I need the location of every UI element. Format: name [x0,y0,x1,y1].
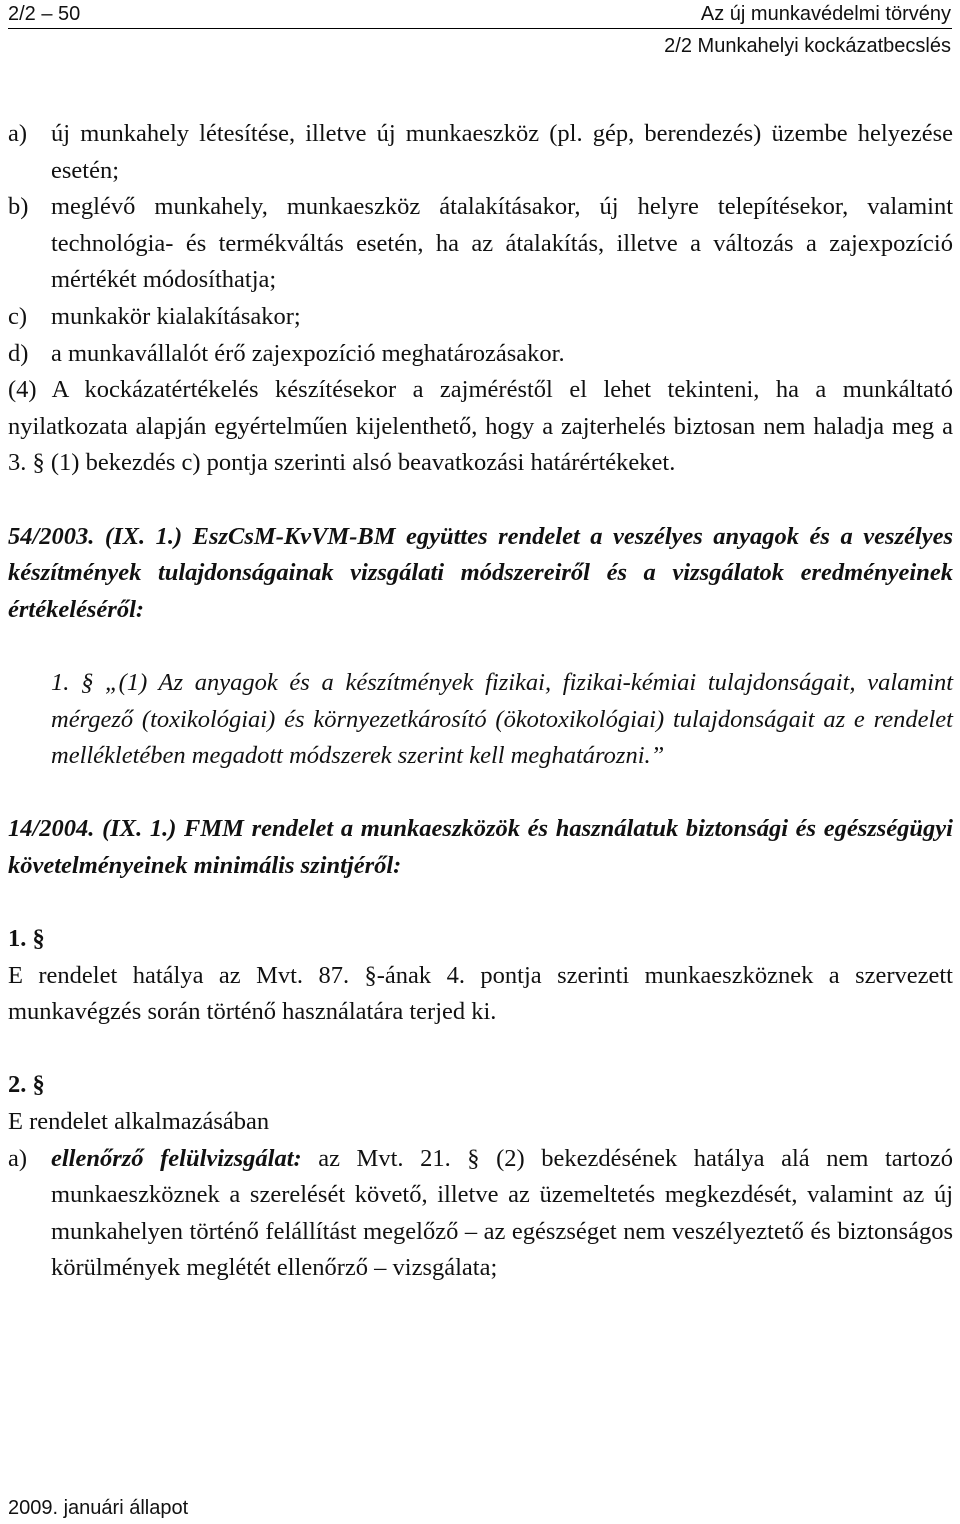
section-2-intro: E rendelet alkalmazásában [8,1108,270,1136]
paragraph-4: (4) A kockázatértékelés készítésekor a zajméréstől el lehet tekinteni, ha a munkáltató nyilatkozata alapján egyértelműen kijelenthető, hogy a zajterhelés biztosan nem haladja meg a 3. § (1) bekezdés c) pontja szerinti alsó beavatkozási határértékeket. [8,376,953,477]
list-item-c [8,299,953,336]
page-body [8,116,953,1287]
decree-quote-54-2003 [51,665,953,775]
spacer [8,628,953,665]
list-marker: b) [8,193,29,221]
page-number: 2/2 – 50 [8,3,81,25]
footer-edition: 2009. januári állapot [8,1497,189,1519]
definition-body: az Mvt. 21. § (2) bekezdésének hatálya alá nem tartozó munkaeszköznek a szerelését követő, illetve az üzemeltetés megkezdését, valamint az új munkahelyen történő felállítást megelőző – az egészséget nem veszélyeztető és biztonságos körülmények meglétét ellenőrző – vizsgálata; [51,1144,953,1282]
list-item-a [8,116,953,189]
defined-term: ellenőrző felülvizsgálat: [51,1144,302,1172]
list-marker: d) [8,339,29,367]
list-marker: a) [8,120,28,147]
list-item-b [8,189,953,299]
running-title: Az új munkavédelmi törvény [700,3,951,25]
list-text: meglévő munkahely, munkaeszköz átalakításakor, új helyre telepítésekor, valamint technológia- és termékváltás esetén, ha az átalakítás, illetve a változás a zajexpozíció mértékét módosíthatja; [51,193,953,294]
section-2-number: 2. § [8,1071,45,1099]
definition-item-a [8,1141,953,1287]
list-item-d [8,336,953,373]
definition-text [51,1141,953,1287]
spacer [8,775,953,812]
section-1-text: E rendelet hatálya az Mvt. 87. §-ának 4. pontja szerinti munkaeszköznek a szervezett munkavégzés során történő használatára terjed ki. [8,961,953,1026]
decree-heading-14-2004: 14/2004. (IX. 1.) FMM rendelet a munkaeszközök és használatuk biztonsági és egészségügyi követelményeinek minimális szintjéről: [8,815,953,879]
spacer [8,482,953,519]
list-marker: a) [8,1144,28,1172]
section-1-number: 1. § [8,925,45,953]
list-text: a munkavállalót érő zajexpozíció meghatározásakor. [51,339,565,367]
quote-text: 1. § „(1) Az anyagok és a készítmények fizikai, fizikai-kémiai tulajdonságait, valamint mérgező (toxikológiai) és környezetkárosító (ökotoxikológiai) tulajdonságait az e rendelet mellékletében megadott módszerek szerint kell meghatározni.” [51,668,953,770]
list-marker: c) [8,302,28,330]
list-text: munkakör kialakításakor; [51,302,301,330]
spacer [8,884,953,921]
header-divider [8,28,952,29]
section-title: 2/2 Munkahelyi kockázatbecslés [664,35,951,57]
list-text: új munkahely létesítése, illetve új munkaeszköz (pl. gép, berendezés) üzembe helyezése esetén; [51,120,953,184]
spacer [8,1031,953,1068]
decree-heading-54-2003: 54/2003. (IX. 1.) EszCsM-KvVM-BM együttes rendelet a veszélyes anyagok és a veszélyes készítmények tulajdonságainak vizsgálati módszereiről és a vizsgálatok eredményeinek értékeléséről: [8,522,953,623]
